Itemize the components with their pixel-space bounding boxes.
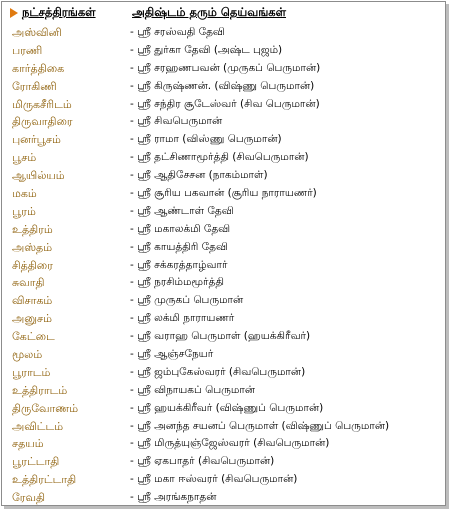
star-name: கேட்டை (12, 330, 55, 344)
table-row (2, 471, 445, 489)
table-row (2, 167, 445, 185)
deity-name: - ஸ்ரீ சக்கரத்தாழ்வார் (130, 258, 228, 271)
star-name: மூலம் (12, 348, 43, 362)
deity-name: - ஸ்ரீ ராமா (விஸ்ணு பெருமான்) (130, 133, 282, 146)
star-name: பூரட்டாதி (12, 455, 60, 469)
deity-name: - ஸ்ரீ அரங்கநாதன் (130, 491, 217, 504)
deity-name: - ஸ்ரீ துர்கா தேவி (அஷ்ட புஜம்) (130, 43, 283, 56)
table-row (2, 78, 445, 96)
star-name: பூரம் (12, 204, 36, 218)
header-deities: அதிஷ்டம் தரும் தெய்வங்கள் (132, 5, 287, 19)
table-row (2, 400, 445, 418)
deity-name: - ஸ்ரீ சரஸ்வதி தேவி (130, 26, 225, 38)
star-deity-table (1, 1, 446, 506)
table-row (2, 292, 445, 310)
table-row (2, 24, 445, 42)
star-name: அஸ்தம் (12, 240, 53, 254)
star-name: சித்திரை (12, 258, 53, 272)
star-name: திருவோணம் (12, 401, 79, 415)
deity-name: - ஸ்ரீ மிருத்யுஞ்ஜேஸ்வரர் (சிவபெருமான்) (130, 437, 330, 450)
star-name: பரணி (12, 43, 43, 57)
table-row (2, 96, 445, 114)
deity-name: - ஸ்ரீ மகாலக்மி தேவி (130, 222, 231, 235)
table-row (2, 364, 445, 382)
star-name: திருவாதிரை (12, 115, 73, 129)
star-name: உத்திராடம் (12, 383, 68, 397)
star-name: பூசம் (12, 151, 37, 165)
table-row (2, 328, 445, 346)
star-name: கார்த்திகை (12, 61, 65, 75)
header-stars: நட்சத்திரங்கள் (22, 5, 96, 19)
table-row (2, 131, 445, 149)
deity-name: - ஸ்ரீ விநாயகப் பெருமான் (130, 383, 255, 396)
deity-name: - ஸ்ரீ மகா ஈஸ்வரர் (சிவபெருமான்) (130, 473, 298, 486)
table-row (2, 310, 445, 328)
deity-name: - ஸ்ரீ லக்மி நாராயணர் (130, 312, 235, 325)
deity-name: - ஸ்ரீ வராஹ பெருமாள் (ஹயக்கிரீவர்) (130, 330, 311, 343)
deity-name: - ஸ்ரீ ஏகபாதர் (சிவபெருமான்) (130, 455, 275, 468)
deity-name: - ஸ்ரீ ஆதிசேசன (நாகம்மாள்) (130, 169, 268, 182)
star-name: புனர்பூசம் (12, 133, 61, 147)
table-row (2, 257, 445, 275)
deity-name: - ஸ்ரீ தட்சிணாமூர்த்தி (சிவபெருமான்) (130, 151, 309, 164)
table-row (2, 346, 445, 364)
table-row (2, 185, 445, 203)
table-row (2, 239, 445, 257)
deity-name: - ஸ்ரீ நரசிம்மமூர்த்தி (130, 276, 224, 289)
deity-name: - ஸ்ரீ கிருஷ்ணன். (விஷ்ணு பெருமான்) (130, 79, 315, 92)
arrow-right-icon (10, 8, 18, 18)
deity-name: - ஸ்ரீ சந்திர சூடேஸ்வர் (சிவ பெருமான்) (130, 97, 320, 110)
star-name: சதயம் (12, 437, 44, 451)
star-name: பூராடம் (12, 365, 51, 379)
star-name: உத்திரம் (12, 222, 53, 236)
deity-name: - ஸ்ரீ ஹயக்கிரீவர் (விஷ்ணுப் பெருமான்) (130, 401, 324, 414)
star-name: ரோகிணி (12, 79, 57, 93)
table-row (2, 221, 445, 239)
star-name: அனுசம் (12, 312, 52, 326)
deity-name: - ஸ்ரீ சரஹணபவன் (முருகப் பெருமான்) (130, 61, 321, 74)
star-name: அவிட்டம் (12, 419, 64, 433)
star-name: அஸ்வினி (12, 26, 62, 39)
star-name: மகம் (12, 187, 37, 201)
deity-name: - ஸ்ரீ சிவபெருமான் (130, 115, 223, 128)
deity-name: - ஸ்ரீ சூரிய பகவான் (சூரிய நாராயணர்) (130, 187, 317, 200)
star-name: மிருகசீரிடம் (12, 97, 72, 111)
star-name: விசாகம் (12, 294, 53, 308)
deity-name: - ஸ்ரீ காயத்திரி தேவி (130, 240, 228, 253)
star-name: உத்திரட்டாதி (12, 473, 77, 487)
deity-name: - ஸ்ரீ ஜம்புகேஸ்வரர் (சிவபெருமான்) (130, 365, 306, 378)
star-name: ரேவதி (12, 491, 46, 505)
table-body (2, 24, 445, 507)
table-row (2, 382, 445, 400)
deity-name: - ஸ்ரீ முருகப் பெருமான் (130, 294, 244, 307)
table-row (2, 435, 445, 453)
star-name: சுவாதி (12, 276, 45, 290)
deity-name: - ஸ்ரீ ஆண்டாள் தேவி (130, 204, 234, 217)
star-name: ஆயில்யம் (12, 169, 65, 183)
table-row (2, 42, 445, 60)
table-row (2, 453, 445, 471)
deity-name: - ஸ்ரீ அனந்த சயனப் பெருமாள் (விஷ்ணுப் பெருமான்) (130, 419, 390, 432)
deity-name: - ஸ்ரீ ஆஞ்சநேயர் (130, 348, 214, 361)
table-row (2, 418, 445, 436)
table-row (2, 489, 445, 507)
table-row (2, 274, 445, 292)
table-row (2, 113, 445, 131)
table-row (2, 149, 445, 167)
table-row (2, 203, 445, 221)
table-header (2, 2, 445, 24)
table-row (2, 60, 445, 78)
